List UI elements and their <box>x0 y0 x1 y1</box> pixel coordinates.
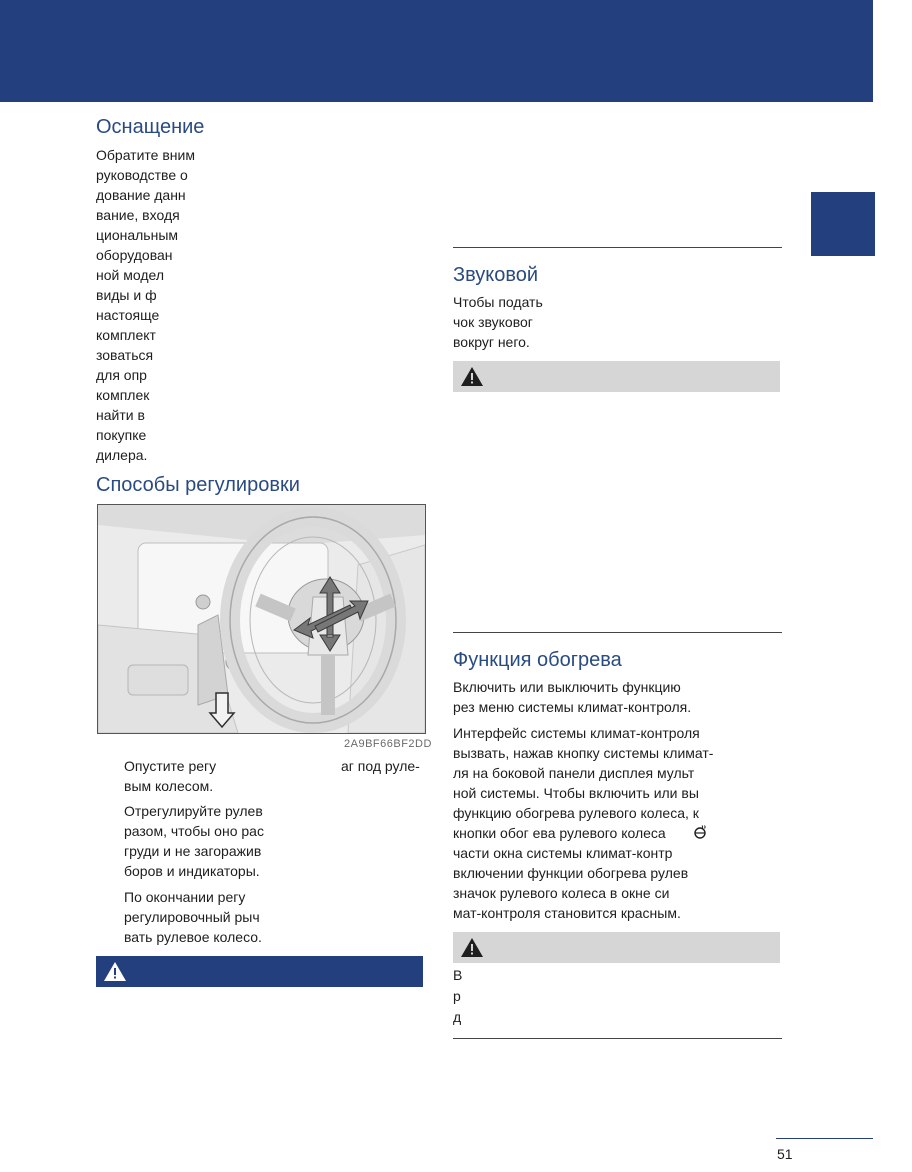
heated-steering-wheel-icon <box>694 825 708 844</box>
text-line: ной модел <box>96 267 164 283</box>
text-line: р <box>453 988 461 1004</box>
text-line: рез меню системы климат-контроля. <box>453 699 692 715</box>
page-number-rule <box>776 1138 873 1139</box>
warning-box-adjust <box>96 956 423 987</box>
text-line: вокруг него. <box>453 334 530 350</box>
heating-paragraph-2 <box>453 723 713 923</box>
text-line: разом, чтобы оно рас <box>124 823 264 839</box>
header-bar <box>0 0 873 102</box>
text-line: для опр <box>96 367 147 383</box>
text-line: значок рулевого колеса в окне си <box>453 885 670 901</box>
warning-box-heating <box>453 932 780 963</box>
text-line: В <box>453 967 463 983</box>
adjust-step-1 <box>124 756 216 796</box>
text-line: боров и индикаторы. <box>124 863 260 879</box>
text-line: Интерфейс системы климат-контроля <box>453 725 700 741</box>
text-line: оборудован <box>96 247 173 263</box>
adjust-step-1-continued: аг под руле- <box>341 758 420 774</box>
heading-heating: Функция обогрева <box>453 649 622 671</box>
text-line: мат-контроля становится красным. <box>453 905 681 921</box>
text-line: ной системы. Чтобы включить или вы <box>453 785 699 801</box>
warning-triangle-icon <box>460 366 484 387</box>
divider-horn <box>453 247 782 248</box>
text-line: Обратите вним <box>96 147 195 163</box>
warning-triangle-icon <box>103 961 127 982</box>
text-line: покупке <box>96 427 147 443</box>
text-line: функцию обогрева рулевого колеса, к <box>453 805 699 821</box>
text-line: зоваться <box>96 347 154 363</box>
text-line: вание, входя <box>96 207 180 223</box>
text-line: вызвать, нажав кнопку системы климат- <box>453 745 714 761</box>
heading-horn: Звуковой <box>453 264 539 286</box>
text-line: д <box>453 1009 462 1025</box>
text-line: дилера. <box>96 447 148 463</box>
warning-box-horn <box>453 361 780 392</box>
text-line: Опустите регу <box>124 758 217 774</box>
page-number: 51 <box>777 1146 793 1162</box>
text-line: настояще <box>96 307 160 323</box>
text-line: циональным <box>96 227 179 243</box>
text-line: чок звуковог <box>453 314 533 330</box>
horn-paragraph <box>453 292 543 352</box>
text-line: руководстве о <box>96 167 188 183</box>
adjust-step-3 <box>124 887 262 947</box>
text-line: Отрегулируйте рулев <box>124 803 263 819</box>
text-line: регулировочный рыч <box>124 909 260 925</box>
adjust-step-2 <box>124 801 264 881</box>
text-line: Включить или выключить функцию <box>453 679 681 695</box>
text-line: дование данн <box>96 187 186 203</box>
warning-triangle-icon <box>460 937 484 958</box>
text-line: ля на боковой панели дисплея мульт <box>453 765 695 781</box>
text-line: По окончании регу <box>124 889 246 905</box>
text-line: части окна системы климат-контр <box>453 845 673 861</box>
text-line: виды и ф <box>96 287 157 303</box>
text-line: комплект <box>96 327 156 343</box>
chapter-tab <box>811 192 875 256</box>
equipment-paragraph <box>96 145 195 465</box>
text-line: включении функции обогрева рулев <box>453 865 689 881</box>
divider-heating <box>453 632 782 633</box>
figure-code: 2A9BF66BF2DD <box>344 738 432 750</box>
heating-warning-text <box>453 965 462 1028</box>
text-line: груди и не загоражив <box>124 843 262 859</box>
text-line: вать рулевое колесо. <box>124 929 262 945</box>
steering-adjust-figure <box>97 504 426 734</box>
text-line: Чтобы подать <box>453 294 543 310</box>
heading-equipment: Оснащение <box>96 116 205 138</box>
text-line: комплек <box>96 387 150 403</box>
divider-bottom <box>453 1038 782 1039</box>
text-line: найти в <box>96 407 145 423</box>
text-line: вым колесом. <box>124 778 214 794</box>
heading-adjust-methods: Способы регулировки <box>96 474 300 496</box>
text-line: кнопки обог ева рулевого колеса <box>453 825 666 841</box>
heating-paragraph-1 <box>453 677 691 717</box>
steering-wheel-illustration <box>98 505 425 733</box>
